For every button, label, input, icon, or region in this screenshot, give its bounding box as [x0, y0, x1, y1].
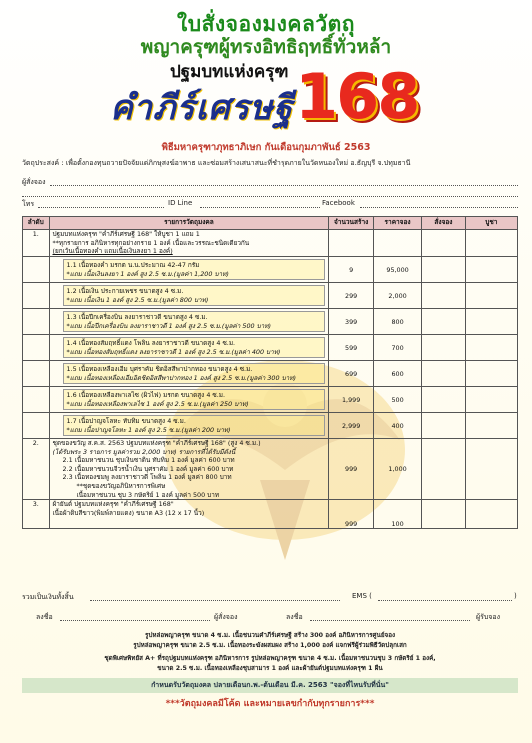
row2-item: 2.1 เนื้อมหาชนวน ชุบเงินซาติน ทับทิม 1 องค์ มูลค่า 600 บาท [62, 456, 235, 465]
order-qty-cell[interactable] [422, 257, 465, 283]
promo-text: ***วัตถุมงคลมีโค้ด และหมายเลขกำกับทุกรายการ*** [165, 699, 375, 709]
item-count: 299 [329, 283, 374, 309]
summary-line: ชุดพิเศษพิทยัส A+ ที่รถุปฐมบทแห่งครุฑ อภินิหารการ รูปหล่อพญาครุฑ ขนาด 4 ซ.ม. เนื้อมหาชนวนชุบ 3 กษัตริย์ 1 องค์, [104, 655, 436, 662]
table-row [23, 309, 518, 335]
purpose-text: วัตถุประสงค์ : เพื่อตั้งกองทุนถวายปัจจัยแด่ภิกษุสงฆ์อาพาธ และซ่อมสร้างเสนาสนะที่ชำรุดภายในวัดหนองใหม่ อ.ธัญบุรี จ.ปทุมธานี [22, 159, 411, 167]
form-title: ใบสั่งจองมงคลวัตถุ [177, 12, 355, 36]
row2-line: ชุดของขวัญ ส.ค.ส. 2563 ปฐมบทแห่งครุฑ "คำภีร์เศรษฐี 168" (สูง 4 ซ.ม.) [52, 439, 261, 447]
facebook-field[interactable] [360, 207, 518, 208]
total-cell[interactable] [465, 439, 517, 500]
total-cell[interactable] [465, 335, 517, 361]
item-count: 2,999 [329, 413, 374, 439]
header-count: จำนวนสร้าง [329, 217, 374, 230]
receiver-label: ผู้รับจอง [476, 613, 501, 621]
orderer-label: ผู้สั่งจอง [214, 613, 238, 621]
table-row [23, 439, 518, 500]
total-label: รวมเป็นเงินทั้งสิ้น [22, 593, 74, 601]
sub-item-label: 1.6 เนื้อทองเหลืองพาเลไซ (ผิวไฟ) มรกต ขนาดสูง 4 ซ.ม. [66, 391, 226, 399]
row2-desc [49, 439, 329, 500]
item-price: 500 [373, 387, 421, 413]
ems-label: EMS ( [352, 592, 372, 600]
summary-line: ขนาด 2.5 ซ.ม. เนื้อทองเหลืองชุบสามาร 1 องค์ และผ้ายันต์ปฐมบทแห่งครุฑ 1 ผืน [157, 665, 383, 672]
name-label: ผู้สั่งจอง [22, 178, 46, 186]
sub-item [63, 259, 326, 280]
order-qty-cell[interactable] [422, 361, 465, 387]
table-header-row [23, 217, 518, 230]
total-cell[interactable] [465, 257, 517, 283]
sub-item-note: *แถม เนื้อเงินลงยา 1 องค์ สูง 2.5 ซ.ม.(มูลค่า 1,200 บาท) [66, 269, 229, 278]
row1-line: (ยกเว้นเนื้อทองคำ แถมเนื้อเงินลงยา 1 องค์) [52, 247, 173, 256]
sub-item [63, 415, 326, 436]
sub-item-note: *แถม เนื้อทองเหลืองพาเลไซ 1 องค์ สูง 2.5 ซ.ม.(มูลค่า 250 บาท) [66, 399, 249, 408]
table-row [23, 257, 518, 283]
sub-item-note: *แถม เนื้อเงิน 1 องค์ สูง 2.5 ซ.ม.(มูลค่า 800 บาท) [66, 295, 209, 304]
order-qty-cell[interactable] [422, 335, 465, 361]
sub-item-label: 1.1 เนื้อทองคำ มรกต น.น.ประมาณ 42-47 กรัม [66, 261, 200, 269]
ems-field[interactable] [378, 600, 512, 601]
sub-item-label: 1.4 เนื้อทองสัมฤทธิ์แดง โพลิน ลงยาราชาวดี ขนาดสูง 4 ซ.ม. [66, 339, 236, 347]
item-count: 1,999 [329, 387, 374, 413]
order-qty-cell[interactable] [422, 439, 465, 500]
order-table [22, 216, 518, 529]
row2-item: เนื้อมหาชนวน ชุบ 3 กษัตริย์ 1 องค์ มูลค่า 500 บาท [76, 490, 220, 499]
sub-item [63, 389, 326, 410]
item-price: 800 [373, 309, 421, 335]
series-title: ปฐมบทแห่งครุฑ [170, 62, 289, 82]
total-cell[interactable] [465, 387, 517, 413]
header-no: ลำดับ [23, 217, 50, 230]
header-item: รายการวัตถุมงคล [49, 217, 329, 230]
table-row [23, 283, 518, 309]
header-order: สั่งจอง [422, 217, 465, 230]
row1-line: **ทุกรายการ อภินิหารทุกอย่างกราย 1 องค์ เนื้อและวรรณะชนิดเดียวกัน [52, 238, 250, 247]
sub-item [63, 311, 326, 332]
sub-item-note: *แถม เนื้อปาญจโลหะ 1 องค์ สูง 2.5 ซ.ม.(มูลค่า 200 บาท) [66, 425, 231, 434]
brand-name: คำภีร์เศรษฐี [110, 88, 294, 128]
total-cell[interactable] [465, 361, 517, 387]
table-row [23, 413, 518, 439]
item-price: 600 [373, 361, 421, 387]
row3-desc [49, 500, 329, 529]
name-field[interactable] [50, 185, 518, 186]
item-count: 999 [329, 500, 374, 529]
row2-item: 2.3 เนื้อทองชมพู ลงยาราชาวดี โพลิน 1 องค์ มูลค่า 800 บาท [62, 473, 232, 482]
table-row [23, 230, 518, 257]
ems-close: ) [514, 592, 517, 600]
item-count: 599 [329, 335, 374, 361]
sign-label: ลงชื่อ [286, 613, 303, 621]
sub-item-note: *แถม เนื้อทองเหลืองเอีมอิดชิดอิสสีพาปากทอง 1 องค์ สูง 2.5 ซ.ม.(มูลค่า 300 บาท) [66, 373, 296, 382]
sub-item [63, 363, 326, 384]
header-total: บูชา [465, 217, 517, 230]
row3-no: 3. [23, 500, 50, 529]
order-qty-cell[interactable] [422, 283, 465, 309]
item-price: 100 [373, 500, 421, 529]
item-price: 1,000 [373, 439, 421, 500]
total-field[interactable] [90, 600, 340, 601]
address-field[interactable] [22, 196, 518, 197]
phone-field[interactable] [38, 207, 164, 208]
order-qty-cell[interactable] [422, 309, 465, 335]
header-price: ราคาจอง [373, 217, 421, 230]
row2-line: (ได้รับพระ 3 รายการ มูลค่ารวม 2,000 บาท) รายการที่ได้รับมีดังนี้ [52, 447, 236, 456]
sign-label: ลงชื่อ [36, 613, 53, 621]
summary-line: รูปหล่อพญาครุฑ ขนาด 2.5 ซ.ม. เนื้อทองระฆังผสมผง สร้าง 1,000 องค์ แจกฟรีผู้ร่วมพิธีวัดปลุกเสก [133, 642, 407, 649]
row2-item: 2.2 เนื้อมหาชนวนจีวรน้ำเงิน บุศราคัม 1 องค์ มูลค่า 600 บาท [62, 464, 234, 473]
line-id-field[interactable] [200, 207, 320, 208]
table-row [23, 335, 518, 361]
table-row [23, 361, 518, 387]
row2-no: 2. [23, 439, 50, 500]
row1-line: ปฐมบทแห่งครุฑ "คำภีร์เศรษฐี 168" ให้บูชา 1 แถม 1 [52, 230, 200, 238]
sub-item-label: 1.2 เนื้อเงิน ประกายเพชร ขนาดสูง 4 ซ.ม. [66, 287, 184, 295]
row1-no: 1. [23, 230, 50, 257]
phone-label: โทร [22, 200, 35, 208]
item-price: 2,000 [373, 283, 421, 309]
form-subtitle: พญาครุฑผู้ทรงอิทธิฤทธิ์ทั่วหล้า [140, 36, 392, 58]
order-qty-cell[interactable] [422, 387, 465, 413]
total-cell[interactable] [465, 500, 517, 529]
receiver-sign-field[interactable] [310, 620, 470, 621]
item-price: 95,000 [373, 257, 421, 283]
total-cell[interactable] [465, 283, 517, 309]
summary-line: รูปหล่อพญาครุฑ ขนาด 4 ซ.ม. เนื้อชนวนคำภีร์เศรษฐี สร้าง 300 องค์ อภินิหารการศูนย์จอง [144, 632, 396, 639]
sub-item-note: *แถม เนื้อปีกเครื่องบิน ลงยาราชาวดี 1 องค์ สูง 2.5 ซ.ม.(มูลค่า 500 บาท) [66, 321, 271, 330]
row3-line: เนื้อผ้าดิบสีขาว(พิมพ์ลายแดง) ขนาด A3 (12 x 17 นิ้ว) [52, 508, 205, 517]
sub-item-label: 1.5 เนื้อทองเหลืองเอีม บุศราคัม ชิดอิสสีพาปากทอง ขนาดสูง 4 ซ.ม. [66, 365, 253, 373]
ceremony-text: พิธีมหาครุฑาภุทธาภิเษก กันเดือนกุมภาพันธ์ 2563 [161, 142, 371, 153]
sub-item [63, 337, 326, 358]
item-count: 9 [329, 257, 374, 283]
schedule-banner: กำหนดรับวัตถุมงคล ปลายเดือนก.พ.-ต้นเดือน มี.ค. 2563 "จองที่ไหนรับที่นั่น" [22, 678, 518, 693]
row3-line: ผ้ายันต์ ปฐมบทแห่งครุฑ "คำภีร์เศรษฐี 168" [52, 500, 174, 509]
item-count: 699 [329, 361, 374, 387]
item-price: 400 [373, 413, 421, 439]
sub-item-label: 1.7 เนื้อปาญจโลหะ ทับทิม ขนาดสูง 4 ซ.ม. [66, 417, 186, 425]
order-qty-cell[interactable] [422, 413, 465, 439]
order-qty-cell[interactable] [422, 500, 465, 529]
row1-desc [49, 230, 329, 257]
row2-item: **ชุดของขวัญอภินิหารการพิเศษ [76, 481, 166, 490]
item-count: 999 [329, 439, 374, 500]
table-row [23, 500, 518, 529]
sub-item-label: 1.3 เนื้อปีกเครื่องบิน ลงยาราชาวดี ขนาดสูง 4 ซ.ม. [66, 313, 208, 321]
sub-item [63, 285, 326, 306]
orderer-sign-field[interactable] [60, 620, 210, 621]
total-cell[interactable] [465, 413, 517, 439]
total-cell[interactable] [465, 309, 517, 335]
facebook-label: Facebook [322, 199, 355, 207]
table-row [23, 387, 518, 413]
brand-number: 168 [295, 60, 419, 133]
item-price: 700 [373, 335, 421, 361]
item-count: 399 [329, 309, 374, 335]
line-id-label: ID Line [168, 199, 193, 207]
sub-item-note: *แถม เนื้อทองสัมฤทธิ์แดง ลงยาราชาวดี 1 องค์ สูง 2.5 ซ.ม.(มูลค่า 400 บาท) [66, 347, 281, 356]
